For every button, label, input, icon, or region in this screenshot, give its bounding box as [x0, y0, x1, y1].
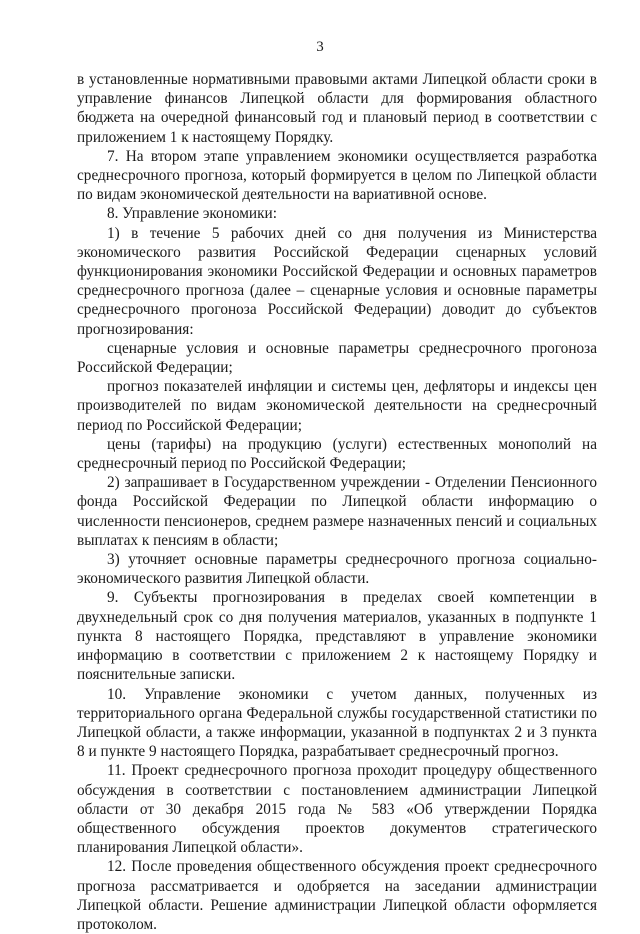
paragraph-item-11: 11. Проект среднесрочного прогноза проходит процедуру общественного обсуждения в соответствии с постановлением администрации Липецкой области от 30 декабря 2015 года № 583 «Об утверждении Порядка общественного обсуждения проектов документов стратегического планирования Липецкой области».: [77, 762, 597, 857]
paragraph-item-9: 9. Субъекты прогнозирования в пределах своей компетенции в двухнедельный срок со дня получения материалов, указанных в подпункте 1 пункта 8 настоящего Порядка, представляют в управление экономики информацию в соответствии с приложением 2 к настоящему Порядку и пояснительные записки.: [77, 589, 597, 684]
list-item-inflation-forecast: прогноз показателей инфляции и системы цен, дефляторы и индексы цен производителей по видам экономической деятельности на среднесрочный период по Российской Федерации;: [77, 378, 597, 434]
paragraph-item-10: 10. Управление экономики с учетом данных, полученных из территориального органа Федеральной службы государственной статистики по Липецкой области, а также информации, указанной в подпунктах 2 и 3 пункта 8 и пункте 9 настоящего Порядка, разрабатывает среднесрочный прогноз.: [77, 685, 597, 761]
page-number: 3: [316, 39, 324, 55]
document-body: [77, 70, 597, 934]
subparagraph-8-1: 1) в течение 5 рабочих дней со дня получения из Министерства экономического развития Российской Федерации сценарных условий функционирования экономики Российской Федерации и основных параметров среднесрочного прогноза (далее – сценарные условия и основные параметры среднесрочного прогоноза Российской Федерации) доводит до субъектов прогнозирования:: [77, 224, 597, 338]
paragraph-item-7: 7. На втором этапе управлением экономики осуществляется разработка среднесрочного прогноза, который формируется в целом по Липецкой области по видам экономической деятельности на вариативной основе.: [77, 147, 597, 204]
paragraph-item-8: 8. Управление экономики:: [107, 205, 277, 223]
paragraph-continuation: в установленные нормативными правовыми актами Липецкой области сроки в управление финансов Липецкой области для формирования областного бюджета на очередной финансовый год и плановый период в соответствии с приложением 1 к настоящему Порядку.: [77, 71, 597, 146]
paragraph-item-12: 12. После проведения общественного обсуждения проект среднесрочного прогноза рассматривается и одобряется на заседании администрации Липецкой области. Решение администрации Липецкой области оформляется протоколом.: [77, 858, 597, 933]
list-item-scenario-conditions: сценарные условия и основные параметры среднесрочного прогоноза Российской Федерации;: [77, 339, 597, 377]
subparagraph-8-2: 2) запрашивает в Государственном учреждении - Отделении Пенсионного фонда Российской Федерации по Липецкой области информацию о численности пенсионеров, среднем размере назначенных пенсий и социальных выплатах к пенсиям в области;: [77, 474, 597, 549]
list-item-monopoly-prices: цены (тарифы) на продукцию (услуги) естественных монополий на среднесрочный период по Российской Федерации;: [77, 435, 597, 473]
subparagraph-8-3: 3) уточняет основные параметры среднесрочного прогноза социально-экономического развития Липецкой области.: [77, 551, 597, 588]
